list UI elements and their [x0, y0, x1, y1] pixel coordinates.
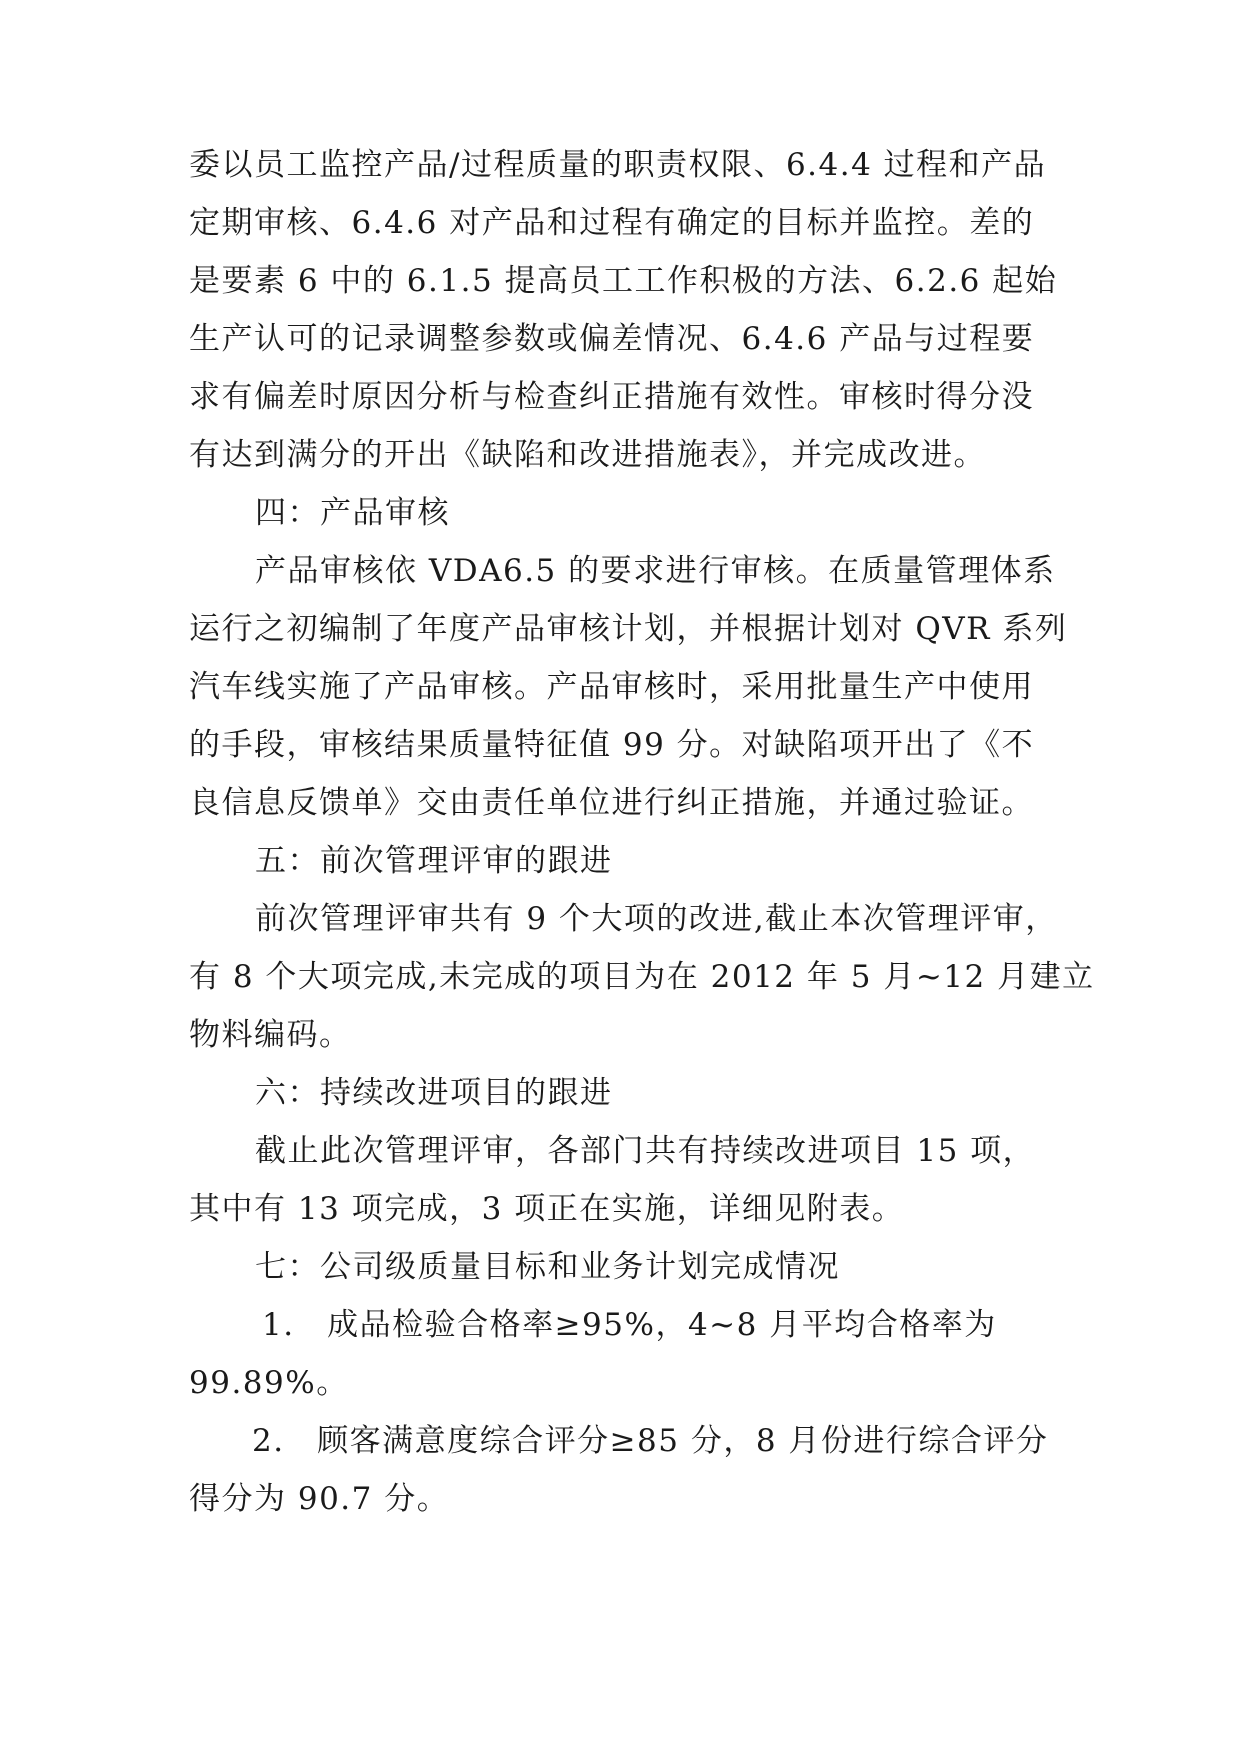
list-item: 2. 顾客满意度综合评分≥85 分，8 月份进行综合评分 — [252, 1423, 1049, 1459]
text-line: 物料编码。 — [189, 1017, 352, 1053]
text-line: 产品审核依 VDA6.5 的要求进行审核。在质量管理体系 — [255, 553, 1056, 589]
text-line: 得分为 90.7 分。 — [189, 1481, 450, 1517]
text-line: 定期审核、6.4.6 对产品和过程有确定的目标并监控。差的 — [189, 205, 1035, 241]
section-heading: 六：持续改进项目的跟进 — [255, 1075, 613, 1111]
text-line: 良信息反馈单》交由责任单位进行纠正措施，并通过验证。 — [189, 785, 1034, 821]
section-heading: 七：公司级质量目标和业务计划完成情况 — [255, 1249, 840, 1285]
text-line: 求有偏差时原因分析与检查纠正措施有效性。审核时得分没 — [189, 379, 1034, 415]
text-line: 其中有 13 项完成，3 项正在实施，详细见附表。 — [189, 1191, 905, 1227]
text-line: 截止此次管理评审，各部门共有持续改进项目 15 项， — [255, 1133, 1036, 1169]
text-line: 运行之初编制了年度产品审核计划，并根据计划对 QVR 系列 — [189, 611, 1068, 647]
text-line: 有达到满分的开出《缺陷和改进措施表》，并完成改进。 — [189, 437, 986, 473]
text-line: 是要素 6 中的 6.1.5 提高员工工作积极的方法、6.2.6 起始 — [189, 263, 1058, 299]
text-line: 99.89%。 — [189, 1365, 349, 1401]
text-line: 的手段，审核结果质量特征值 99 分。对缺陷项开出了《不 — [189, 727, 1035, 763]
section-heading: 五：前次管理评审的跟进 — [255, 843, 613, 879]
text-line: 生产认可的记录调整参数或偏差情况、6.4.6 产品与过程要 — [189, 321, 1035, 357]
text-line: 前次管理评审共有 9 个大项的改进,截止本次管理评审， — [255, 901, 1058, 937]
list-item: 1. 成品检验合格率≥95%，4~8 月平均合格率为 — [262, 1307, 997, 1343]
section-heading: 四：产品审核 — [255, 495, 450, 531]
text-line: 汽车线实施了产品审核。产品审核时，采用批量生产中使用 — [189, 669, 1034, 705]
text-line: 委以员工监控产品/过程质量的职责权限、6.4.4 过程和产品 — [189, 147, 1047, 183]
text-line: 有 8 个大项完成,未完成的项目为在 2012 年 5 月~12 月建立 — [189, 959, 1095, 995]
